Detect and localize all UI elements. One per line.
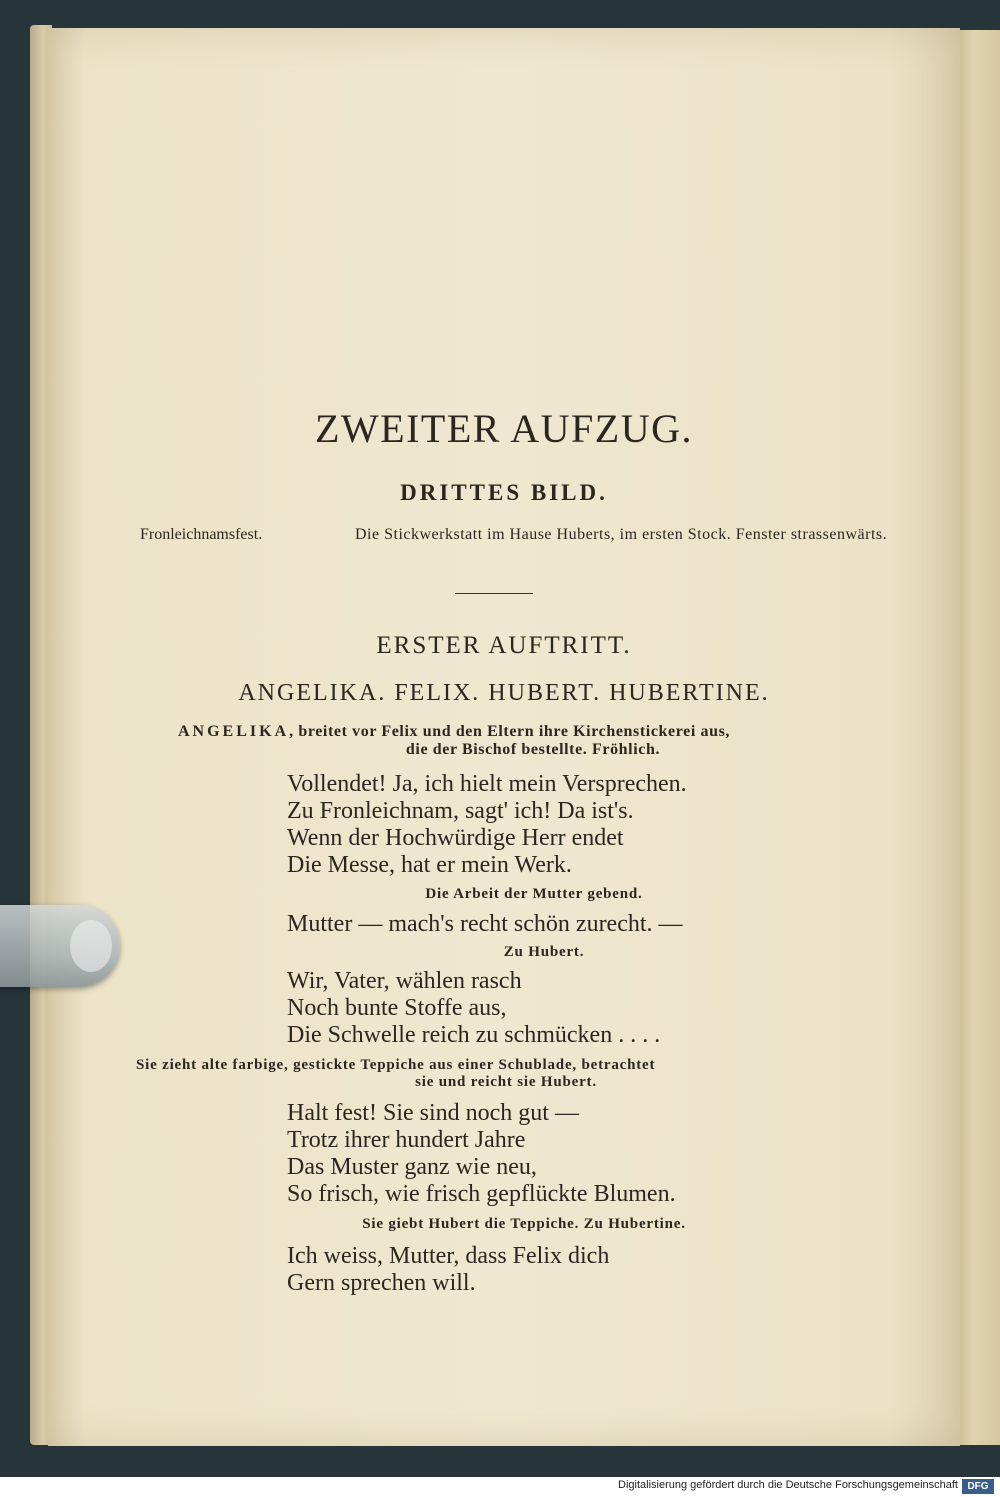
verse-block-2 [287,911,683,938]
verse-line: Wenn der Hochwürdige Herr endet [287,825,624,851]
verse-line: Trotz ihrer hundert Jahre [287,1127,526,1153]
stage-direction-5: Sie giebt Hubert die Teppiche. Zu Hubertine. [362,1216,686,1232]
stage-direction-4 [136,1057,896,1091]
verse-line: Das Muster ganz wie neu, [287,1154,537,1180]
character-list: ANGELIKA. FELIX. HUBERT. HUBERTINE. [238,680,770,706]
act-title: ZWEITER AUFZUG. [314,406,693,451]
verse-line: Halt fest! Sie sind noch gut — [287,1100,579,1126]
stage-direction-text: Sie zieht alte farbige, gestickte Teppiche aus einer Schublade, betrachtet [136,1057,656,1073]
dfg-logo: DFG [962,1479,994,1494]
verse-line: Die Schwelle reich zu schmücken . . . . [287,1022,661,1048]
verse-line: Wir, Vater, wählen rasch [287,968,522,994]
stage-direction-3: Zu Hubert. [503,944,585,960]
setting-label: Fronleichnamsfest. [140,526,263,543]
verse-block-4 [287,1100,676,1208]
verse-line: Gern sprechen will. [287,1270,476,1296]
stage-direction-2: Die Arbeit der Mutter gebend. [425,886,643,902]
stage-direction-text: die der Bischof bestellte. Fröhlich. [405,741,661,758]
verse-line: Noch bunte Stoffe aus, [287,995,507,1021]
speaker-name: ANGELIKA [178,723,290,740]
scene-title: ERSTER AUFTRITT. [376,632,632,659]
scene-image-title: DRITTES BILD. [400,480,608,505]
setting-text: Die Stickwerkstatt im Hause Huberts, im ersten Stock. Fenster strassenwärts. [355,526,888,543]
verse-line: Ich weiss, Mutter, dass Felix dich [287,1243,610,1269]
verse-line: Mutter — mach's recht schön zurecht. — [287,911,683,937]
scanner-fingernail [70,920,112,972]
footer-bar [0,1477,1000,1497]
verse-line: So frisch, wie frisch gepflückte Blumen. [287,1181,676,1207]
verse-line: Vollendet! Ja, ich hielt mein Versprechen. [287,771,687,797]
verse-block-1 [287,771,687,879]
funding-credit: Digitalisierung gefördert durch die Deutsche Forschungsgemeinschaft [618,1479,958,1491]
verse-line: Zu Fronleichnam, sagt' ich! Da ist's. [287,798,634,824]
verse-block-5 [287,1243,609,1297]
stage-direction-text: , breitet vor Felix und den Eltern ihre Kirchenstickerei aus, [289,723,731,740]
stage-direction-1 [178,723,898,759]
verse-block-3 [287,968,660,1049]
stage-direction-text: sie und reicht sie Hubert. [415,1074,597,1090]
section-divider [455,593,533,594]
verse-line: Die Messe, hat er mein Werk. [287,852,572,878]
